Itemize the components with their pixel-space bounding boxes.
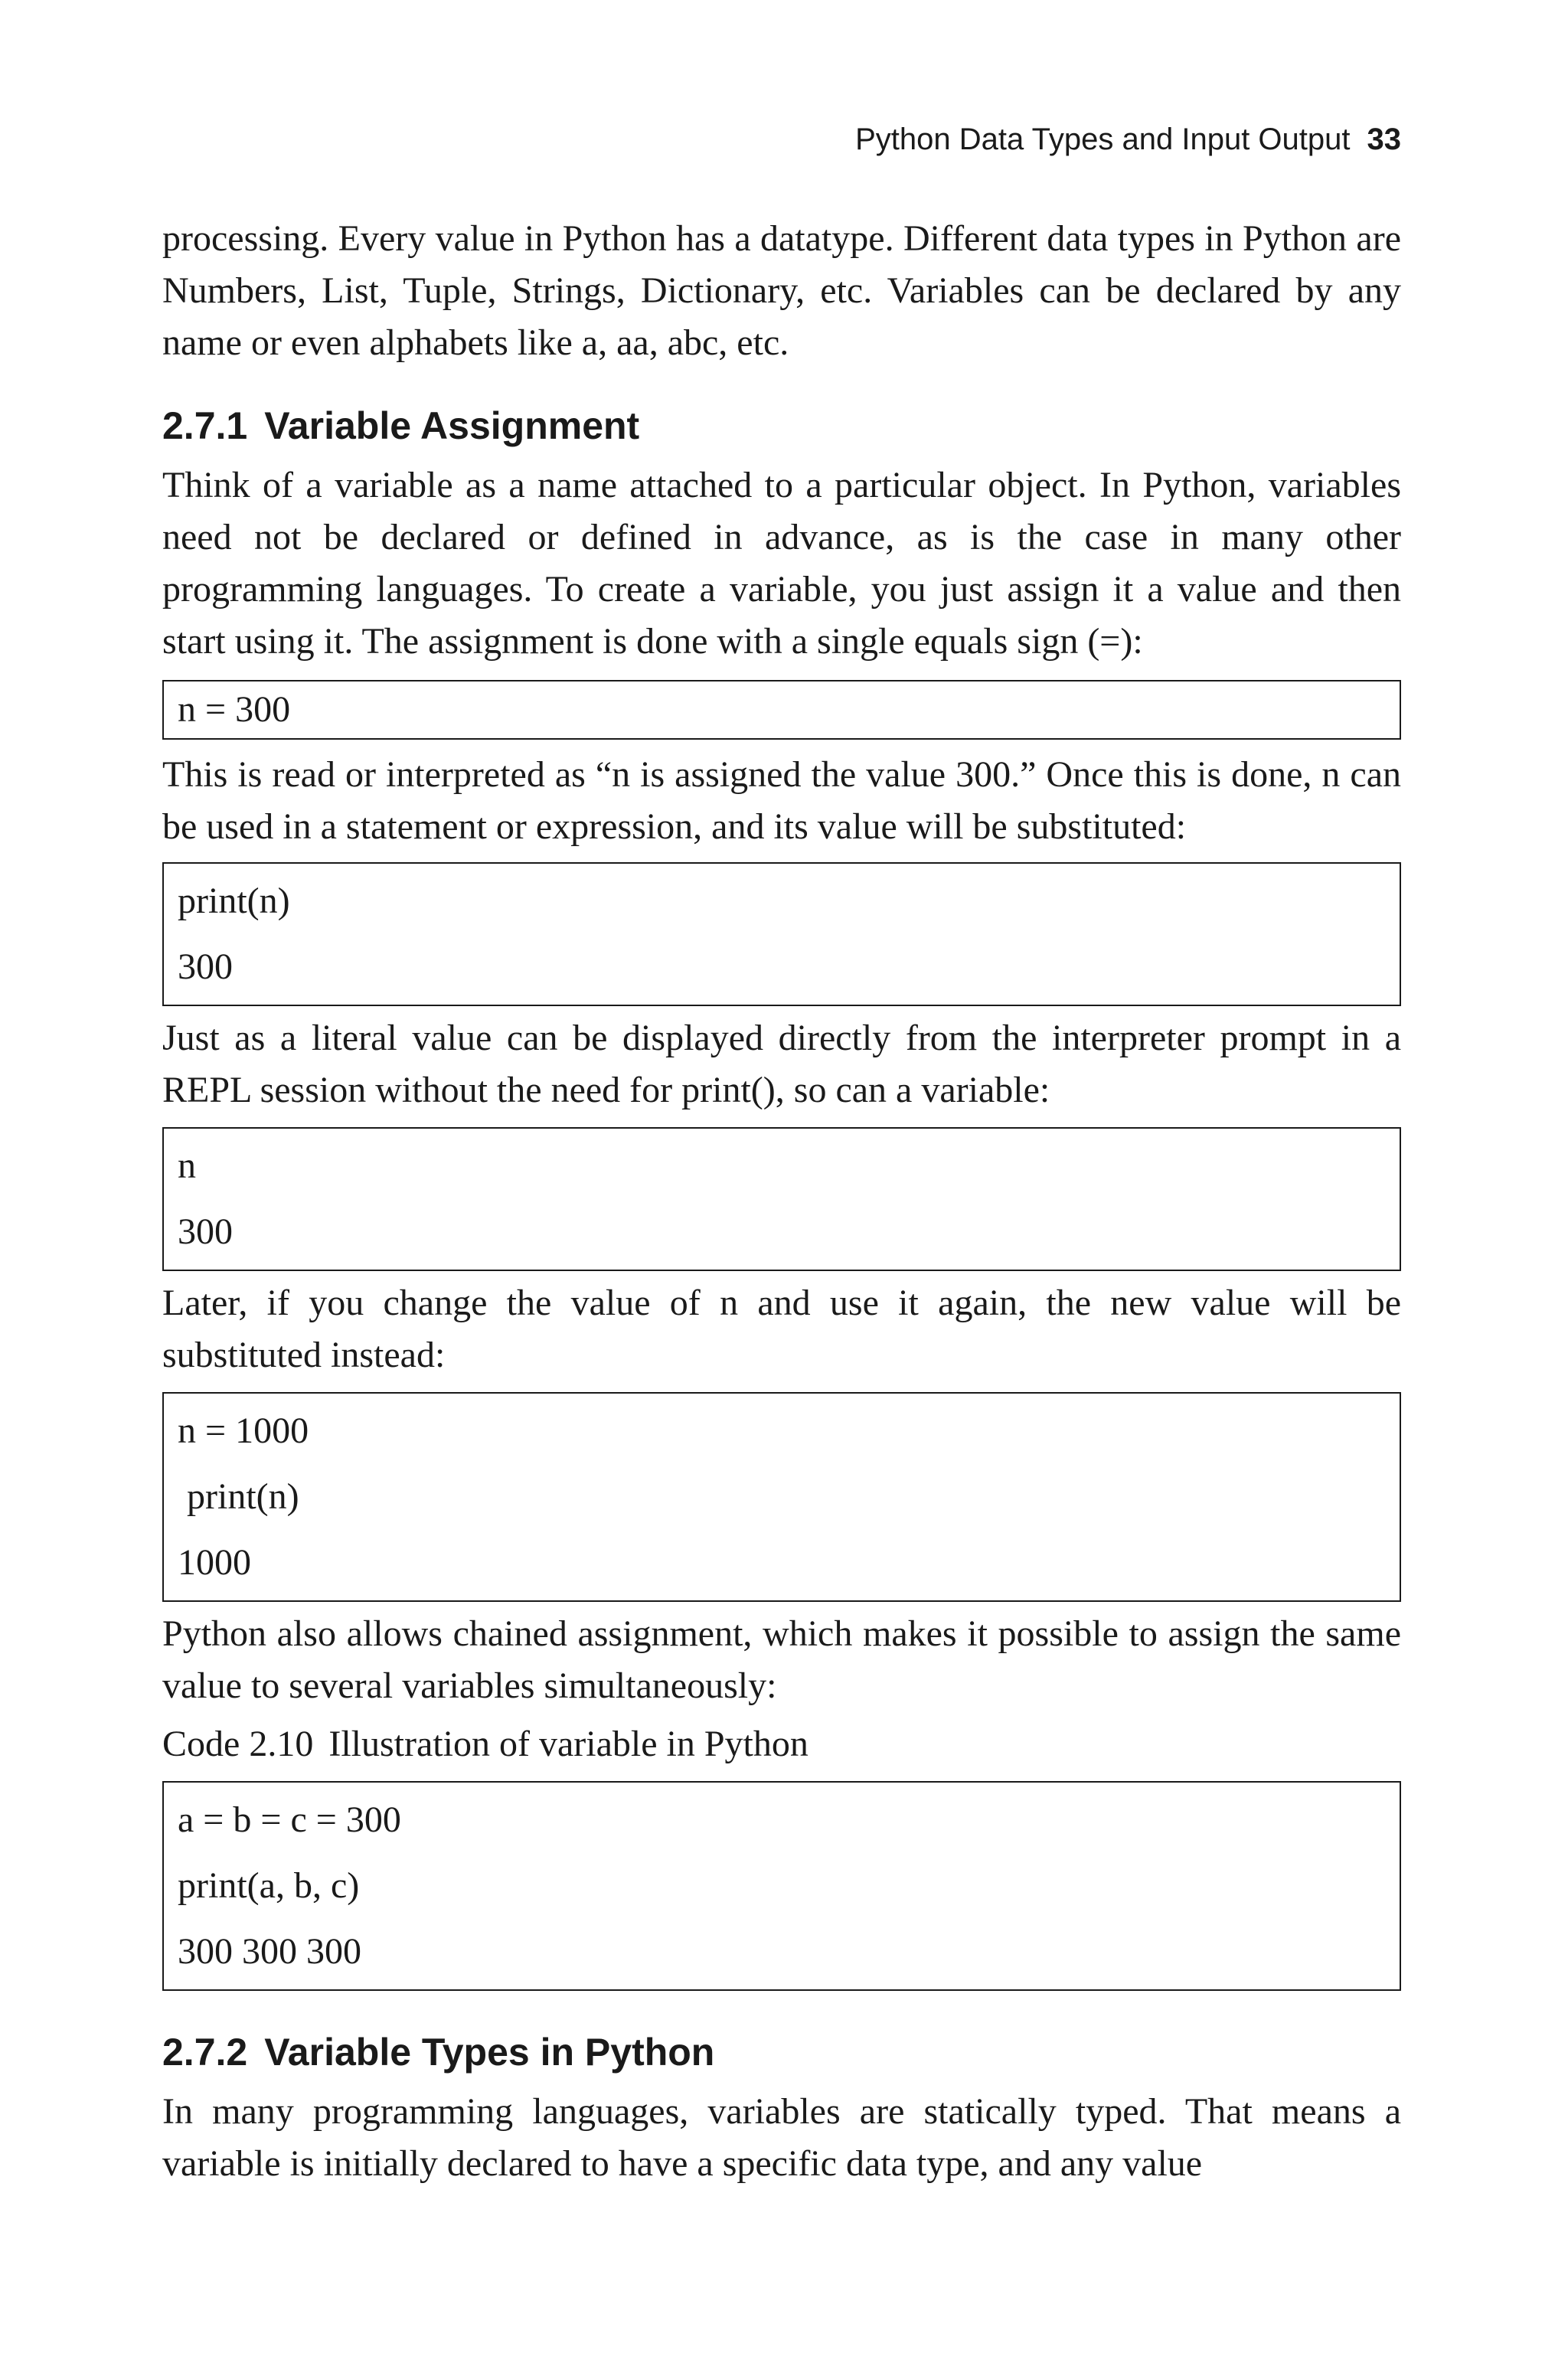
paragraph-intro: processing. Every value in Python has a datatype. Different data types in Python are Numbers, List, Tuple, Strings, Dictionary, etc. Variables can be declared by any name or even alphabets like a, aa, abc, etc. bbox=[162, 218, 1401, 363]
page-number: 33 bbox=[1367, 123, 1401, 156]
code-line: print(a, b, c) bbox=[178, 1865, 360, 1906]
section-title: Variable Assignment bbox=[264, 404, 640, 447]
code-line: print(n) bbox=[178, 1476, 299, 1517]
paragraph-change: Later, if you change the value of n and use it again, the new value will be substituted instead: bbox=[162, 1283, 1401, 1375]
code-line: 300 300 300 bbox=[178, 1931, 361, 1972]
section-heading-2-7-1 bbox=[162, 403, 1401, 449]
code-line: 1000 bbox=[178, 1542, 251, 1583]
section-number: 2.7.2 bbox=[162, 2031, 248, 2074]
code-line: n = 300 bbox=[178, 689, 291, 730]
code-line: a = b = c = 300 bbox=[178, 1799, 401, 1840]
section-heading-2-7-2 bbox=[162, 2029, 1401, 2075]
caption-label: Code 2.10 bbox=[162, 1724, 314, 1764]
section-number: 2.7.1 bbox=[162, 404, 248, 447]
code-block-reassign bbox=[162, 1392, 1401, 1602]
code-block-assign bbox=[162, 680, 1401, 740]
code-line: n = 1000 bbox=[178, 1410, 309, 1451]
code-line: n bbox=[178, 1146, 196, 1186]
code-block-repl-n bbox=[162, 1127, 1401, 1271]
section-title: Variable Types in Python bbox=[264, 2031, 715, 2074]
paragraph-types-intro: In many programming languages, variables are statically typed. That means a variable is initially declared to have a specific data type, and any value bbox=[162, 2091, 1401, 2184]
code-line: print(n) bbox=[178, 881, 290, 921]
paragraph-repl: Just as a literal value can be displayed directly from the interpreter prompt in a REPL session without the need for print(), so can a variable: bbox=[162, 1018, 1401, 1110]
page-body bbox=[162, 115, 1401, 2190]
code-block-print-n bbox=[162, 862, 1401, 1006]
code-caption bbox=[162, 1718, 1401, 1770]
paragraph-after-assign: This is read or interpreted as “n is assigned the value 300.” Once this is done, n can be used in a statement or expression, and its value will be substituted: bbox=[162, 754, 1401, 847]
code-line: 300 bbox=[178, 946, 233, 987]
code-block-chained bbox=[162, 1781, 1401, 1991]
caption-text: Illustration of variable in Python bbox=[328, 1724, 808, 1764]
running-title: Python Data Types and Input Output bbox=[855, 123, 1351, 156]
code-line: 300 bbox=[178, 1211, 233, 1252]
paragraph-chained: Python also allows chained assignment, which makes it possible to assign the same value to several variables simultaneously: bbox=[162, 1613, 1401, 1706]
paragraph-assign-intro: Think of a variable as a name attached to a particular object. In Python, variables need not be declared or defined in advance, as is the case in many other programming languages. To create a variable, you just assign it a value and then start using it. The assignment is done with a single equals sign (=): bbox=[162, 465, 1401, 662]
